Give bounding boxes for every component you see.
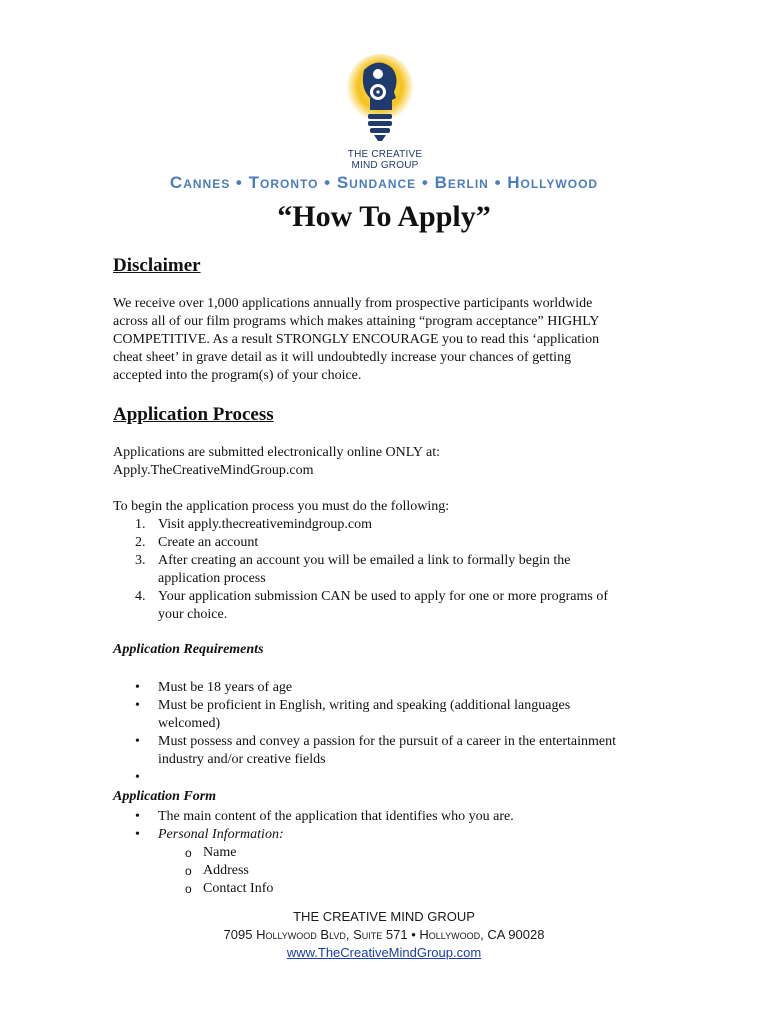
application-process-heading: Application Process xyxy=(113,404,274,425)
apply-url-text: Apply.TheCreativeMindGroup.com xyxy=(113,463,314,478)
text-line: accepted into the program(s) of your choice. xyxy=(113,368,362,383)
list-text: Must be proficient in English, writing and speaking (additional languages xyxy=(158,698,571,713)
footer-website-link[interactable]: www.TheCreativeMindGroup.com xyxy=(286,945,482,960)
sub-list-item xyxy=(113,862,673,880)
list-text: Create an account xyxy=(158,535,259,550)
application-form-list xyxy=(113,808,673,898)
list-number: 2. xyxy=(135,535,146,550)
text-line: COMPETITIVE. As a result STRONGLY ENCOURAGE you to read this ‘application xyxy=(113,332,600,347)
list-item xyxy=(113,534,673,552)
list-text: Contact Info xyxy=(203,881,274,896)
list-item-empty xyxy=(113,769,673,787)
list-number: 3. xyxy=(135,553,146,568)
brand-line-1: THE CREATIVE xyxy=(347,149,423,160)
bullet: • xyxy=(135,770,140,785)
text-line: We receive over 1,000 applications annually from prospective participants worldwide xyxy=(113,296,593,311)
sub-list-item xyxy=(113,880,673,898)
list-item xyxy=(113,733,673,769)
process-steps-list xyxy=(113,516,673,624)
requirements-list xyxy=(113,679,673,787)
festival-cities: Cannes • Toronto • Sundance • Berlin • Hollywood xyxy=(169,173,599,192)
list-text: application process xyxy=(158,571,266,586)
disclaimer-paragraph xyxy=(113,295,653,385)
bullet: • xyxy=(135,698,140,713)
process-begin xyxy=(113,498,653,516)
list-text: welcomed) xyxy=(158,716,221,731)
footer-company: THE CREATIVE MIND GROUP xyxy=(293,909,475,924)
process-intro xyxy=(113,444,653,480)
list-text: your choice. xyxy=(158,607,228,622)
list-text: industry and/or creative fields xyxy=(158,752,326,767)
list-text: Personal Information: xyxy=(158,827,284,842)
text-line: across all of our film programs which makes attaining “program acceptance” HIGHLY xyxy=(113,314,600,329)
text-line: cheat sheet’ in grave detail as it will undoubtedly increase your chances of getting xyxy=(113,350,572,365)
list-text: Visit apply.thecreativemindgroup.com xyxy=(158,517,373,532)
footer-address: 7095 Hollywood Blvd, Suite 571 • Hollywood, CA 90028 xyxy=(223,927,545,942)
text-line: Applications are submitted electronically online ONLY at: xyxy=(113,445,440,460)
bullet: • xyxy=(135,809,140,824)
sub-list-item xyxy=(113,844,673,862)
disclaimer-heading: Disclaimer xyxy=(113,255,201,276)
requirements-heading: Application Requirements xyxy=(113,642,264,657)
list-number: 1. xyxy=(135,517,146,532)
bullet: • xyxy=(135,680,140,695)
list-item xyxy=(113,552,673,588)
page-title: “How To Apply” xyxy=(277,200,491,233)
list-item xyxy=(113,588,673,624)
list-item xyxy=(113,679,673,697)
list-item xyxy=(113,516,673,534)
bullet: • xyxy=(135,734,140,749)
sub-bullet: o xyxy=(185,882,192,896)
list-text: Must be 18 years of age xyxy=(158,680,293,695)
sub-bullet: o xyxy=(185,846,192,860)
brand-name xyxy=(330,149,440,171)
sub-bullet: o xyxy=(185,864,192,878)
page-footer xyxy=(0,908,768,962)
list-text: Must possess and convey a passion for the pursuit of a career in the entertainment xyxy=(158,734,616,749)
bullet: • xyxy=(135,827,140,842)
list-text: Name xyxy=(203,845,237,860)
brand-line-2: MIND GROUP xyxy=(351,160,419,171)
application-form-heading: Application Form xyxy=(113,789,217,804)
list-text: After creating an account you will be emailed a link to formally begin the xyxy=(158,553,571,568)
list-number: 4. xyxy=(135,589,146,604)
list-item xyxy=(113,697,673,733)
list-text: Your application submission CAN be used to apply for one or more programs of xyxy=(158,589,609,604)
lightbulb-head-icon xyxy=(330,52,430,152)
list-text: The main content of the application that identifies who you are. xyxy=(158,809,514,824)
list-item xyxy=(113,826,673,844)
list-text: Address xyxy=(203,863,249,878)
text-line: To begin the application process you must do the following: xyxy=(113,499,450,514)
list-item xyxy=(113,808,673,826)
